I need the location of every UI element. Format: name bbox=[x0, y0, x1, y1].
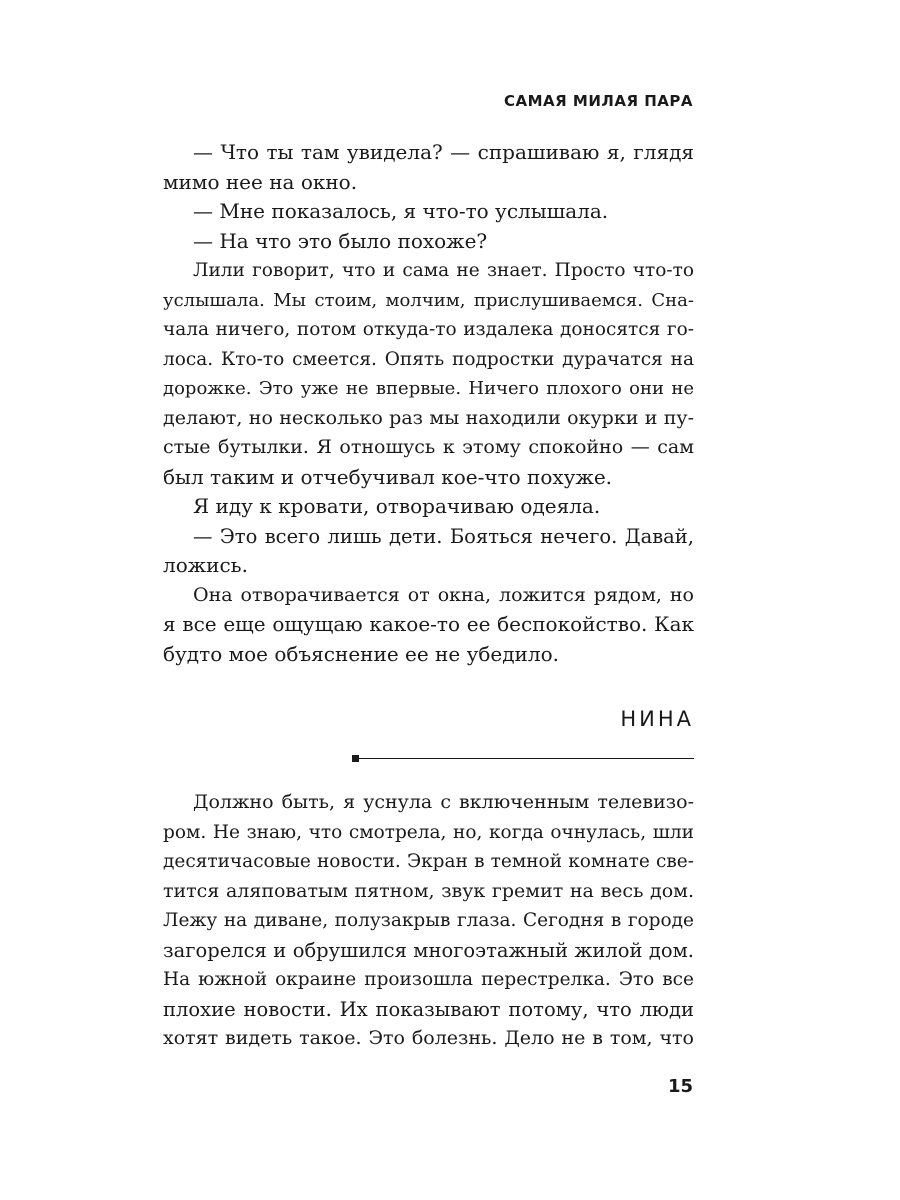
text-line: Она отворачивается от окна, ложится рядом, но bbox=[193, 583, 694, 606]
text-line: лоса. Кто-то смеется. Опять подростки дурачатся на bbox=[163, 348, 694, 370]
text-line: — Что ты там увидела? — спрашиваю я, глядя bbox=[193, 140, 694, 164]
text-line: дорожке. Это уже не впервые. Ничего плохого они не bbox=[163, 378, 694, 399]
text-line: Лили говорит, что и сама не знает. Просто что-то bbox=[193, 260, 694, 281]
text-line: я все еще ощущаю какое-то ее беспокойство. Как bbox=[163, 612, 694, 636]
text-line: мимо нее на окно. bbox=[163, 169, 358, 194]
text-line: — На что это было похоже? bbox=[193, 228, 488, 253]
page-number: 15 bbox=[667, 1076, 693, 1097]
text-line: Лежу на диване, полузакрыв глаза. Сегодня в городе bbox=[163, 910, 694, 931]
running-head: САМАЯ МИЛАЯ ПАРА bbox=[503, 92, 693, 110]
text-line: загорелся и обрушился многоэтажный жилой дом. bbox=[163, 938, 694, 962]
text-line: — Это всего лишь дети. Бояться нечего. Давай, bbox=[193, 524, 694, 548]
text-line: Я иду к кровати, отворачиваю одеяла. bbox=[193, 494, 601, 518]
body-text-top bbox=[163, 138, 694, 669]
text-line: хотят видеть такое. Это болезнь. Дело не в том, что bbox=[163, 1027, 694, 1049]
text-line: десятичасовые новости. Экран в темной комнате све- bbox=[163, 851, 694, 872]
chapter-divider bbox=[352, 755, 694, 762]
divider-rule-line bbox=[359, 758, 694, 759]
text-line: делают, но несколько раз мы находили окурки и пу- bbox=[163, 406, 694, 429]
text-line: стые бутылки. Я отношусь к этому спокойно — сам bbox=[163, 436, 694, 458]
body-text-bottom bbox=[163, 788, 694, 1054]
text-line: будто мое объяснение ее не убедило. bbox=[163, 641, 559, 666]
text-line: ром. Не знаю, что смотрела, но, когда очнулась, шли bbox=[163, 821, 694, 843]
divider-square-ornament bbox=[352, 755, 359, 762]
text-line: чала ничего, потом откуда-то издалека доносятся го- bbox=[163, 319, 694, 340]
text-line: Должно быть, я уснула с включенным телевизо- bbox=[193, 791, 694, 813]
text-line: ложись. bbox=[163, 553, 248, 577]
text-line: был таким и отчебучивал кое-что похуже. bbox=[163, 464, 613, 489]
text-line: На южной окраине произошла перестрелка. Это все bbox=[163, 969, 694, 990]
text-line: тится аляповатым пятном, звук гремит на весь дом. bbox=[163, 879, 694, 902]
chapter-title: НИНА bbox=[620, 707, 694, 731]
text-line: услышала. Мы стоим, молчим, прислушиваемся. Сна- bbox=[163, 289, 694, 311]
text-line: плохие новости. Их показывают потому, что люди bbox=[163, 997, 694, 1021]
text-line: — Мне показалось, я что-то услышала. bbox=[193, 199, 609, 223]
